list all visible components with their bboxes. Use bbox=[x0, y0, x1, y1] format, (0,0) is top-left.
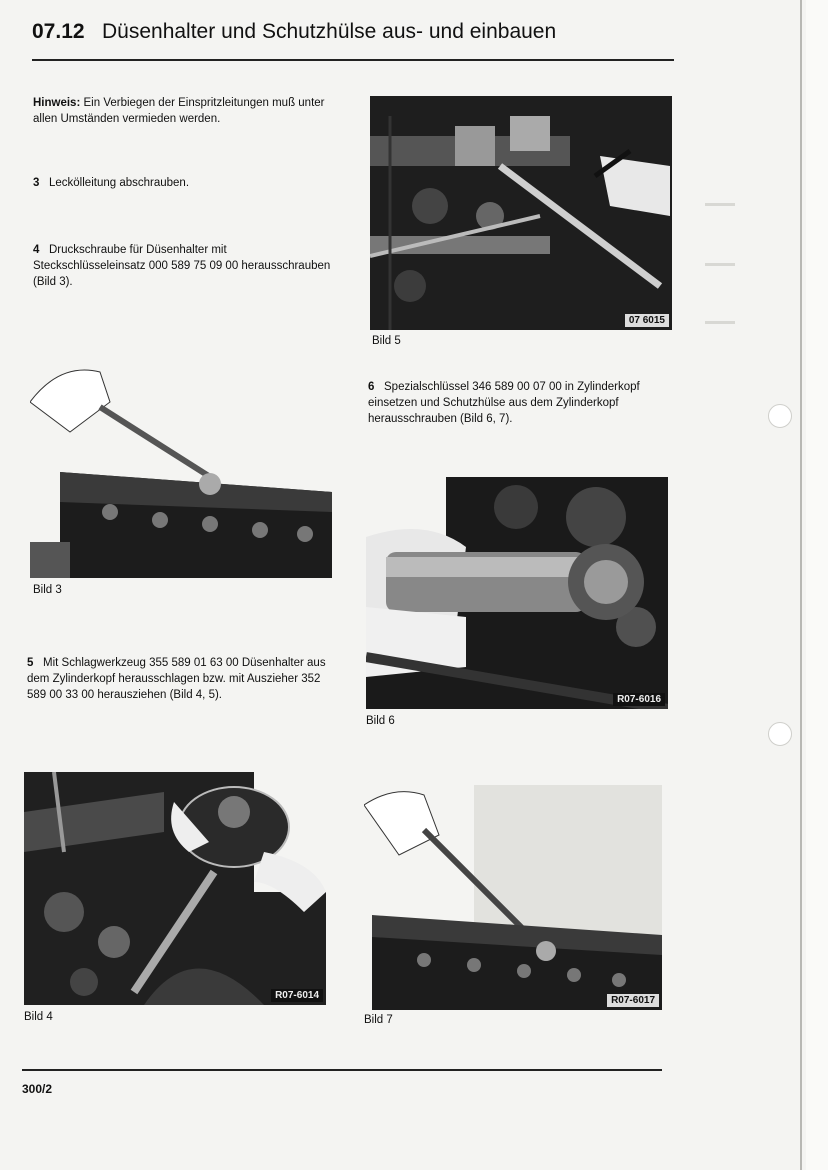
note-paragraph bbox=[33, 95, 333, 127]
step-3 bbox=[33, 175, 333, 191]
caption-bild-4: Bild 4 bbox=[24, 1011, 53, 1023]
caption-bild-5: Bild 5 bbox=[372, 335, 401, 347]
note-text: Ein Verbiegen der Einspritzleitungen muß unter allen Umständen vermieden werden. bbox=[33, 97, 325, 125]
figure-code: R07-6016 bbox=[613, 693, 665, 706]
step-number: 3 bbox=[33, 177, 40, 189]
photo-bild-4 bbox=[24, 772, 326, 1005]
step-6 bbox=[368, 379, 673, 427]
bleed-through-mark: ▬▬▬ bbox=[705, 198, 735, 209]
page-title bbox=[32, 20, 556, 44]
caption-bild-3: Bild 3 bbox=[33, 584, 62, 596]
photo-bild-7 bbox=[364, 785, 662, 1010]
cylinder-head-key-photo bbox=[364, 785, 662, 1010]
punch-hole bbox=[768, 722, 792, 746]
cylinder-head-wrench-photo bbox=[30, 362, 332, 578]
photo-bild-5 bbox=[370, 96, 672, 330]
photo-bild-3 bbox=[30, 362, 332, 578]
photo-bild-6 bbox=[366, 477, 668, 709]
step-number: 6 bbox=[368, 381, 375, 393]
impact-tool-photo bbox=[24, 772, 326, 1005]
step-text: Spezialschlüssel 346 589 00 07 00 in Zylinderkopf einsetzen und Schutzhülse aus dem Zylinderkopf herausschrauben (Bild 6, 7). bbox=[368, 381, 640, 425]
page-number: 300/2 bbox=[22, 1082, 53, 1096]
step-number: 5 bbox=[27, 657, 34, 669]
title-rule bbox=[32, 59, 674, 61]
step-5 bbox=[27, 655, 337, 703]
figure-code: 07 6015 bbox=[625, 314, 669, 327]
special-key-photo bbox=[366, 477, 668, 709]
note-label: Hinweis: bbox=[33, 97, 81, 109]
step-text: Druckschraube für Düsenhalter mit Steckschlüsseleinsatz 000 589 75 09 00 herausschrauben (Bild 3). bbox=[33, 244, 331, 288]
figure-code: R07-6014 bbox=[271, 989, 323, 1002]
caption-bild-6: Bild 6 bbox=[366, 715, 395, 727]
engine-injector-photo bbox=[370, 96, 672, 330]
section-title: Düsenhalter und Schutzhülse aus- und einbauen bbox=[102, 20, 557, 43]
footer-rule bbox=[22, 1069, 662, 1071]
step-text: Leckölleitung abschrauben. bbox=[49, 177, 190, 189]
section-number: 07.12 bbox=[32, 20, 85, 43]
page-edge bbox=[800, 0, 802, 1170]
caption-bild-7: Bild 7 bbox=[364, 1014, 393, 1026]
bleed-through-mark: ▬▬▬ bbox=[705, 316, 735, 327]
punch-hole bbox=[768, 404, 792, 428]
step-text: Mit Schlagwerkzeug 355 589 01 63 00 Düsenhalter aus dem Zylinderkopf herausschlagen bzw. mit Auszieher 352 589 00 33 00 herausziehen (Bild 4, 5). bbox=[27, 657, 326, 701]
step-number: 4 bbox=[33, 244, 40, 256]
bleed-through-mark: ▬▬▬ bbox=[705, 258, 735, 269]
figure-code: R07-6017 bbox=[607, 994, 659, 1007]
step-4 bbox=[33, 242, 338, 290]
page-margin bbox=[806, 0, 828, 1170]
